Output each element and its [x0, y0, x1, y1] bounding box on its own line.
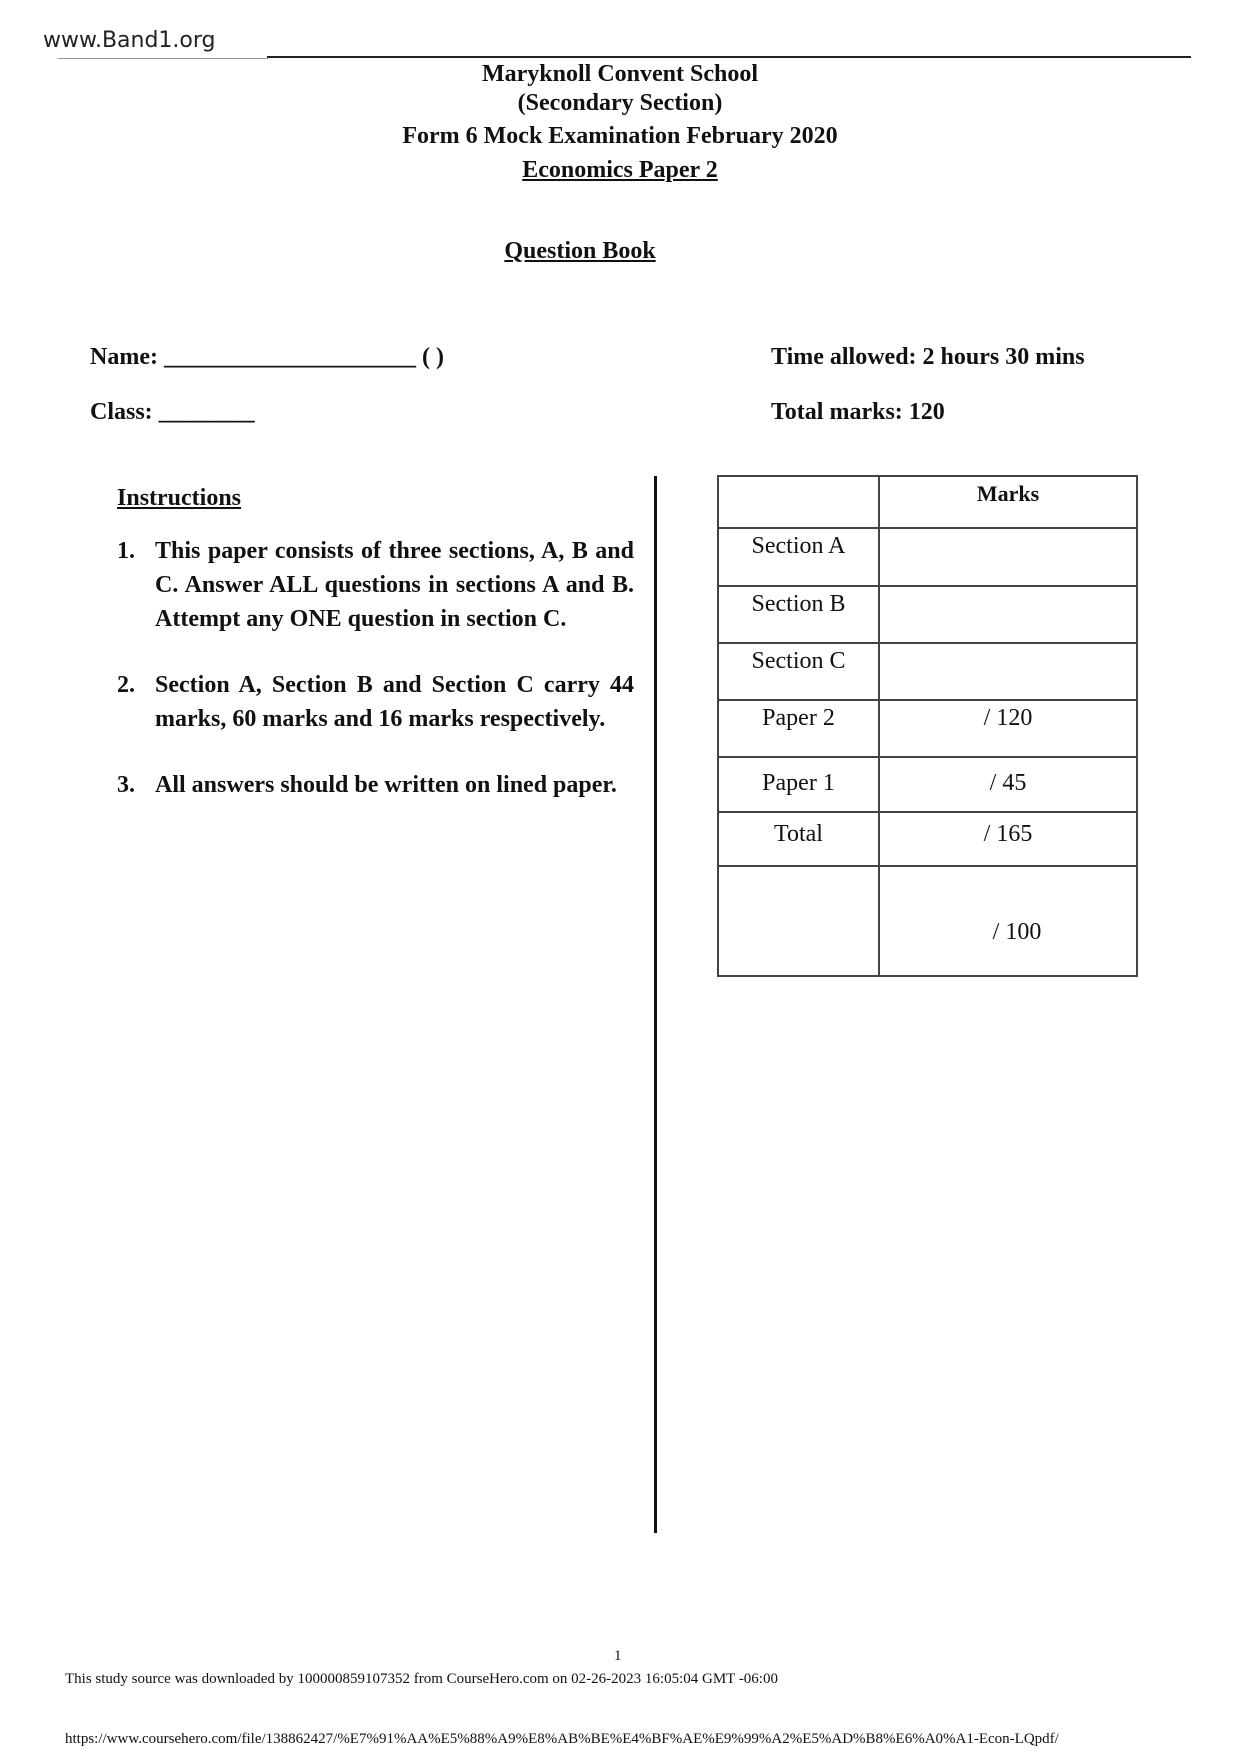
page-number: 1 — [614, 1648, 622, 1664]
table-corner-cell — [718, 476, 879, 528]
name-field: Name: _____________________ ( ) — [90, 344, 444, 370]
instruction-text: All answers should be written on lined paper. — [155, 772, 617, 798]
instruction-text: Section A, Section B and Section C carry 44 marks, 60 marks and 16 marks respectively. — [155, 672, 634, 732]
column-divider — [654, 476, 657, 1533]
instruction-item — [117, 768, 634, 802]
class-field: Class: ________ — [90, 399, 255, 425]
download-notice: This study source was downloaded by 100000859107352 from CourseHero.com on 02-26-2023 16:05:04 GMT -06:00 — [65, 1671, 778, 1687]
row-value — [879, 586, 1137, 643]
time-allowed: Time allowed: 2 hours 30 mins — [771, 344, 1085, 370]
row-value — [879, 528, 1137, 586]
instruction-number: 2. — [117, 672, 135, 698]
row-label: Section C — [718, 643, 879, 700]
marks-header: Marks — [879, 476, 1137, 528]
row-value: / 165 — [879, 812, 1137, 866]
row-value — [879, 643, 1137, 700]
row-label: Paper 1 — [718, 757, 879, 812]
header-rule — [267, 56, 1191, 58]
total-marks: Total marks: 120 — [771, 399, 945, 425]
row-label: Section A — [718, 528, 879, 586]
instructions-title: Instructions — [117, 485, 242, 511]
row-value: / 100 — [879, 866, 1137, 976]
exam-title: Form 6 Mock Examination February 2020 — [402, 123, 838, 149]
watermark-underline — [58, 58, 268, 59]
instruction-item — [117, 534, 634, 636]
instruction-item — [117, 668, 634, 736]
watermark-site: www.Band1.org — [43, 28, 216, 53]
instructions-block — [117, 485, 634, 834]
row-value: / 45 — [879, 757, 1137, 812]
row-label: Section B — [718, 586, 879, 643]
source-url[interactable]: https://www.coursehero.com/file/138862427/%E7%91%AA%E5%88%A9%E8%AB%BE%E4%BF%AE%E9%99%A2%E5%AD%B8%E6%A0%A1-Econ-LQpdf/ — [65, 1731, 1059, 1747]
instruction-text: This paper consists of three sections, A, B and C. Answer ALL questions in sections A and B. Attempt any ONE question in section C. — [155, 538, 634, 632]
paper-title: Economics Paper 2 — [522, 157, 718, 183]
question-book-title: Question Book — [504, 238, 656, 264]
row-label — [718, 866, 879, 976]
marks-table — [717, 475, 1138, 977]
school-section: (Secondary Section) — [517, 90, 723, 116]
row-value: / 120 — [879, 700, 1137, 757]
school-name: Maryknoll Convent School — [481, 61, 759, 87]
instruction-number: 1. — [117, 538, 135, 564]
row-label: Paper 2 — [718, 700, 879, 757]
instruction-number: 3. — [117, 772, 135, 798]
row-label: Total — [718, 812, 879, 866]
